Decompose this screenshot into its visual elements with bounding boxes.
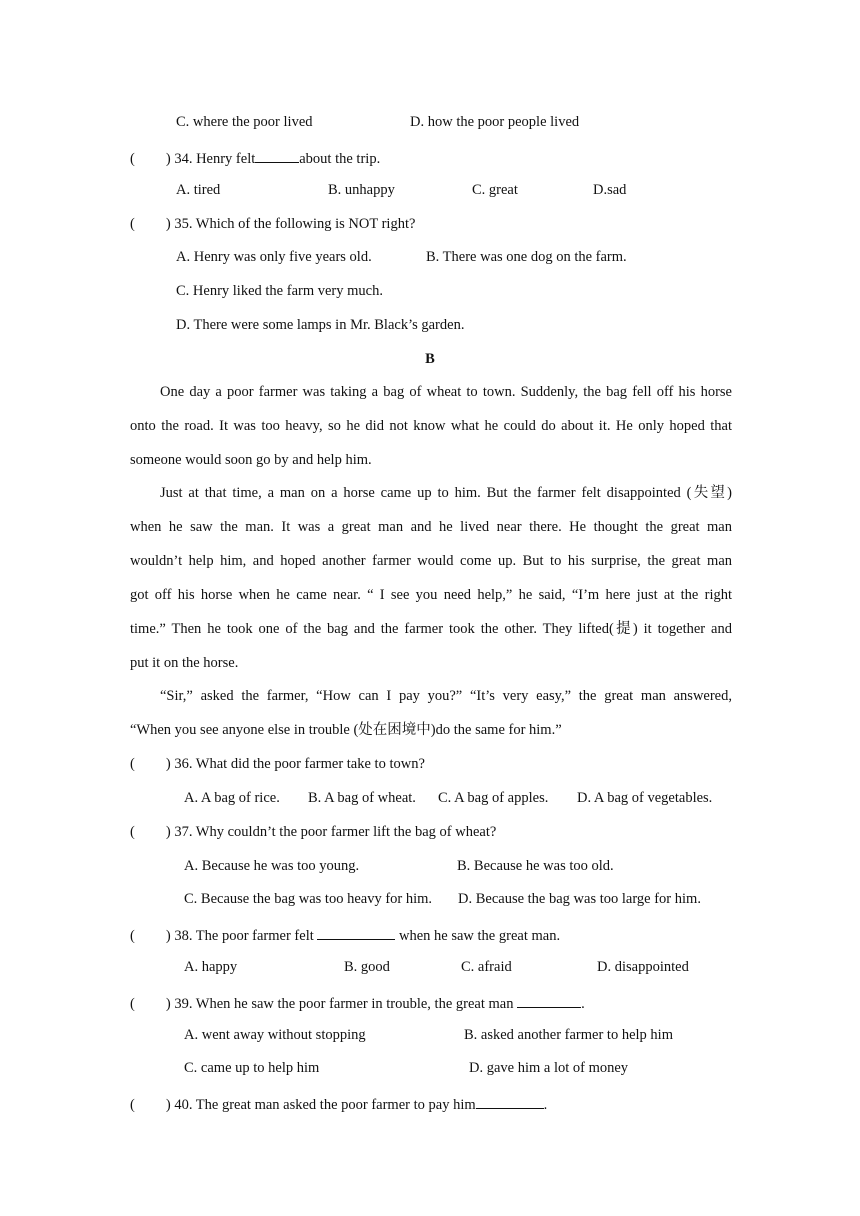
- answer-paren-open: (: [130, 151, 135, 167]
- question-stem-end: when he saw the great man.: [399, 928, 561, 944]
- question-37: [130, 825, 496, 840]
- passage-line: when he saw the man. It was a great man and he lived near there. He thought the great man: [130, 519, 732, 535]
- question-39: [130, 994, 585, 1012]
- passage-paragraph-1: [130, 375, 732, 477]
- q39-option-b: B. asked another farmer to help him: [464, 1027, 673, 1043]
- q36-option-a: A. A bag of rice.: [184, 790, 280, 806]
- q35-option-c: C. Henry liked the farm very much.: [176, 283, 383, 299]
- q36-option-d: D. A bag of vegetables.: [577, 790, 713, 806]
- passage-line: got off his horse when he came near. “ I see you need help,” he said, “I’m here just at the right: [130, 587, 732, 603]
- q33-option-c: C. where the poor lived: [176, 114, 313, 130]
- question-35: [130, 217, 415, 232]
- question-stem: 37. Why couldn’t the poor farmer lift the bag of wheat?: [174, 824, 497, 840]
- question-34: [130, 149, 380, 167]
- answer-paren-open: (: [130, 996, 135, 1012]
- answer-paren-open: (: [130, 928, 135, 944]
- answer-paren-close: ): [165, 151, 171, 167]
- q37-option-c: C. Because the bag was too heavy for him.: [184, 891, 433, 907]
- question-40: [130, 1095, 547, 1113]
- q38-option-c: C. afraid: [461, 959, 512, 975]
- q38-option-d: D. disappointed: [597, 959, 689, 975]
- q35-option-b: B. There was one dog on the farm.: [426, 249, 627, 265]
- question-38: [130, 926, 560, 944]
- q39-option-a: A. went away without stopping: [184, 1027, 366, 1043]
- section-b-heading: B: [425, 351, 435, 367]
- question-stem: 38. The poor farmer felt: [174, 928, 314, 944]
- q34-option-d: D.sad: [593, 182, 627, 198]
- passage-paragraph-2: [130, 476, 732, 680]
- question-stem: 34. Henry felt: [174, 151, 256, 167]
- passage-line: someone would soon go by and help him.: [130, 452, 372, 468]
- answer-blank: [255, 149, 299, 163]
- answer-paren-close: ): [165, 928, 171, 944]
- question-stem-end: .: [581, 996, 585, 1012]
- passage-line: wouldn’t help him, and hoped another farmer would come up. But to his surprise, the great man: [130, 553, 732, 569]
- answer-paren-open: (: [130, 216, 135, 232]
- passage-line: time.” Then he took one of the bag and the farmer took the other. They lifted(提) it together and: [130, 621, 732, 637]
- q34-option-c: C. great: [472, 182, 518, 198]
- question-stem: 36. What did the poor farmer take to town?: [174, 756, 425, 772]
- question-stem-end: .: [543, 1097, 548, 1113]
- q37-option-a: A. Because he was too young.: [184, 858, 360, 874]
- answer-blank: [517, 994, 581, 1008]
- q39-option-c: C. came up to help him: [184, 1060, 320, 1076]
- q34-option-b: B. unhappy: [328, 182, 395, 198]
- q37-option-b: B. Because he was too old.: [457, 858, 614, 874]
- q37-option-d: D. Because the bag was too large for him.: [458, 891, 701, 907]
- q38-option-b: B. good: [344, 959, 390, 975]
- answer-paren-open: (: [130, 756, 135, 772]
- passage-line: put it on the horse.: [130, 655, 239, 671]
- q36-option-c: C. A bag of apples.: [438, 790, 549, 806]
- question-stem: 35. Which of the following is NOT right?: [174, 216, 416, 232]
- answer-paren-open: (: [130, 824, 135, 840]
- passage-line: Just at that time, a man on a horse came up to him. But the farmer felt disappointed (失望): [160, 485, 732, 501]
- q34-option-a: A. tired: [176, 182, 221, 198]
- question-stem: 40. The great man asked the poor farmer to pay him: [174, 1097, 476, 1113]
- question-36: [130, 757, 425, 772]
- passage-paragraph-3: [130, 679, 732, 747]
- q33-option-d: D. how the poor people lived: [410, 114, 580, 130]
- q35-option-a: A. Henry was only five years old.: [176, 249, 372, 265]
- q35-option-d: D. There were some lamps in Mr. Black’s garden.: [176, 317, 465, 333]
- answer-paren-close: ): [165, 996, 171, 1012]
- answer-paren-close: ): [165, 756, 171, 772]
- q36-option-b: B. A bag of wheat.: [308, 790, 416, 806]
- passage-line: “When you see anyone else in trouble (处在困境中)do the same for him.”: [130, 722, 562, 738]
- answer-paren-close: ): [165, 824, 171, 840]
- q38-option-a: A. happy: [184, 959, 238, 975]
- passage-line: One day a poor farmer was taking a bag of wheat to town. Suddenly, the bag fell off his horse: [160, 384, 732, 400]
- answer-paren-open: (: [130, 1097, 135, 1113]
- answer-paren-close: ): [165, 1097, 171, 1113]
- question-stem-end: about the trip.: [299, 151, 381, 167]
- passage-line: onto the road. It was too heavy, so he did not know what he could do about it. He only hoped that: [130, 418, 732, 434]
- answer-blank: [476, 1095, 544, 1109]
- q39-option-d: D. gave him a lot of money: [469, 1060, 629, 1076]
- answer-paren-close: ): [165, 216, 171, 232]
- passage-line: “Sir,” asked the farmer, “How can I pay you?” “It’s very easy,” the great man answered,: [160, 688, 732, 704]
- answer-blank: [317, 926, 395, 940]
- question-stem: 39. When he saw the poor farmer in trouble, the great man: [174, 996, 514, 1012]
